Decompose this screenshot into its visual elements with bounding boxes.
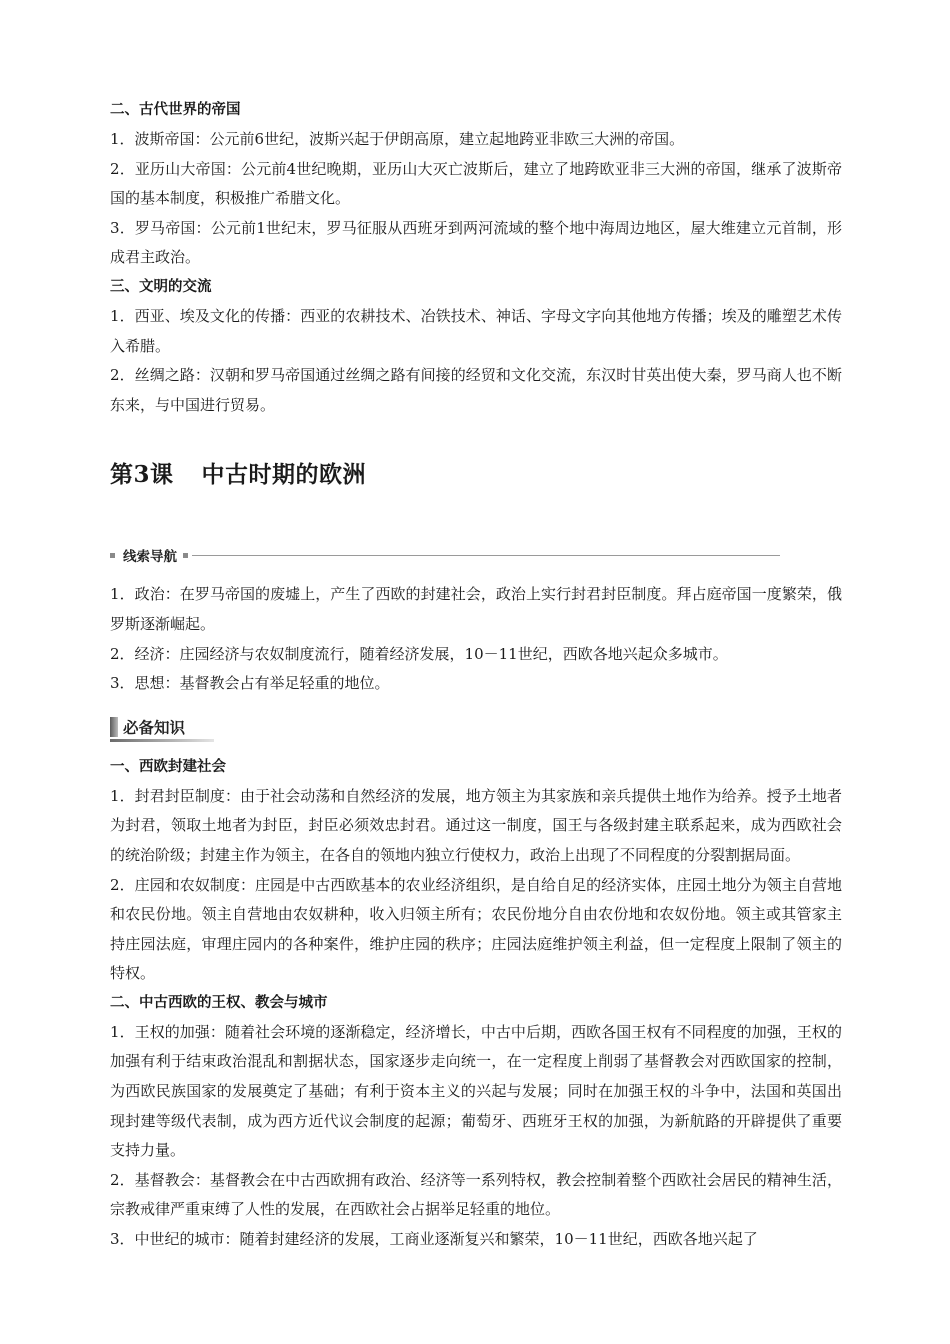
square-bullet-icon [183,553,188,558]
section-heading-civilization-exchange: 三、文明的交流 [110,278,212,295]
paragraph: 3．罗马帝国：公元前1世纪末，罗马征服从西班牙到两河流域的整个地中海周边地区，屋大维建立元首制，形成君主政治。 [110,218,842,267]
divider-line [192,555,780,557]
paragraph: 2．丝绸之路：汉朝和罗马帝国通过丝绸之路有间接的经贸和文化交流，东汉时甘英出使大秦，罗马商人也不断东来，与中国进行贸易。 [110,366,842,414]
clue-navigation-header [110,544,780,566]
section-heading-ancient-empires: 二、古代世界的帝国 [110,102,241,118]
list-item: 1．政治：在罗马帝国的废墟上，产生了西欧的封建社会，政治上实行封君封臣制度。拜占庭帝国一度繁荣，俄罗斯逐渐崛起。 [110,585,842,633]
lesson-number: 第3课 [110,461,174,489]
list-item: 2．经济：庄园经济与农奴制度流行，随着经济发展，10－11世纪，西欧各地兴起众多城市。 [110,644,728,663]
paragraph: 1．西亚、埃及文化的传播：西亚的农耕技术、冶铁技术、神话、字母文字向其他地方传播；埃及的雕塑艺术传入希腊。 [110,306,842,355]
paragraph: 2．庄园和农奴制度：庄园是中古西欧基本的农业经济组织，是自给自足的经济实体，庄园土地分为领主自营地和农民份地。领主自营地由农奴耕种，收入归领主所有；农民份地分自由农份地和农奴份地。领主或其管家主持庄园法庭，审理庄园内的各种案件，维护庄园的秩序；庄园法庭维护领主利益，但一定程度上限制了领主的特权。 [110,875,842,983]
paragraph: 2．亚历山大帝国：公元前4世纪晚期，亚历山大灭亡波斯后，建立了地跨欧亚非三大洲的帝国，继承了波斯帝国的基本制度，积极推广希腊文化。 [110,159,842,208]
clue-navigation-list [110,580,842,698]
paragraph: 3．中世纪的城市：随着封建经济的发展，工商业逐渐复兴和繁荣，10－11世纪，西欧各地兴起了 [110,1230,758,1249]
paragraph: 1．王权的加强：随着社会环境的逐渐稳定，经济增长，中古中后期，西欧各国王权有不同程度的加强，王权的加强有利于结束政治混乱和割据状态，国家逐步走向统一，在一定程度上削弱了基督教会对西欧国家的控制，为西欧民族国家的发展奠定了基础；有利于资本主义的兴起与发展；同时在加强王权的斗争中，法国和英国出现封建等级代表制，成为西方近代议会制度的起源；葡萄牙、西班牙王权的加强，为新航路的开辟提供了重要支持力量。 [110,1022,842,1160]
square-bullet-icon [110,553,115,558]
essential-knowledge-badge [110,715,220,739]
clue-navigation-label: 线索导航 [123,549,177,566]
badge-bar-icon [110,717,118,737]
paragraph: 1．波斯帝国：公元前6世纪，波斯兴起于伊朗高原，建立起地跨亚非欧三大洲的帝国。 [110,130,685,148]
document-page [110,96,842,1255]
list-item: 3．思想：基督教会占有举足轻重的地位。 [110,674,390,693]
lesson-title [110,458,842,492]
paragraph: 1．封君封臣制度：由于社会动荡和自然经济的发展，地方领主为其家族和亲兵提供土地作为给养。授予土地者为封君，领取土地者为封臣，封臣必须效忠封君。通过这一制度，国王与各级封建主联系起来，成为西欧社会的统治阶级；封建主作为领主，在各自的领地内独立行使权力，政治上出现了不同程度的分裂割据局面。 [110,786,842,864]
paragraph: 2．基督教会：基督教会在中古西欧拥有政治、经济等一系列特权，教会控制着整个西欧社会居民的精神生活，宗教戒律严重束缚了人性的发展，在西欧社会占据举足轻重的地位。 [110,1170,842,1219]
lesson-name: 中古时期的欧洲 [201,461,367,489]
essential-knowledge-label: 必备知识 [123,718,186,737]
section-heading-kingship-church-city: 二、中古西欧的王权、教会与城市 [110,994,328,1011]
section-heading-feudal-society: 一、西欧封建社会 [110,758,226,775]
badge-underline [110,739,214,742]
